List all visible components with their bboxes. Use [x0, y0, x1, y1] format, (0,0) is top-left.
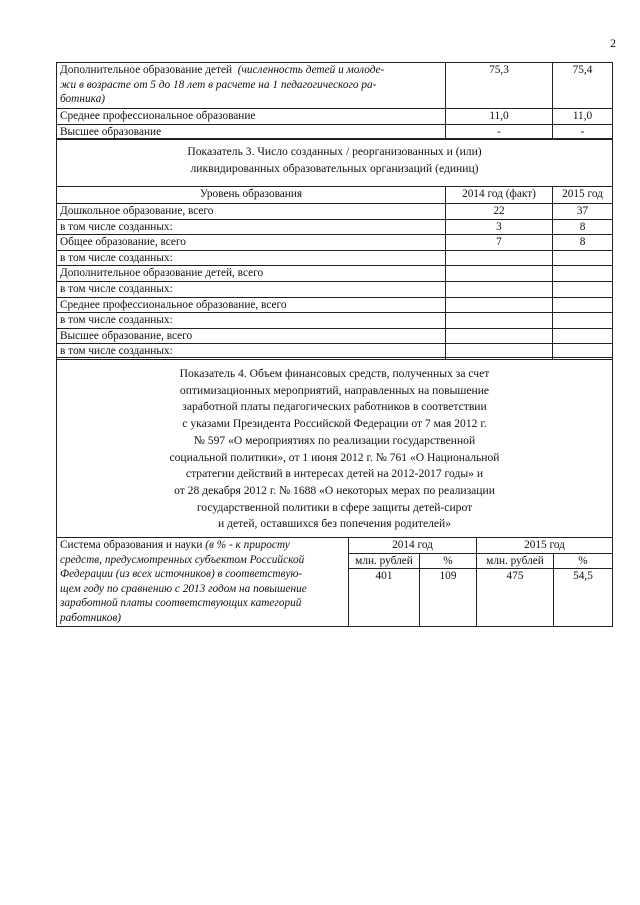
row-label: в том числе созданных:: [57, 313, 446, 329]
value-2015: [553, 281, 613, 297]
value-2015: -: [553, 124, 613, 140]
indicator3-title: [57, 139, 613, 187]
value-2014: [446, 281, 553, 297]
value-2014: -: [446, 124, 553, 140]
indicator4-title-line: социальной политики», от 1 июня 2012 г. № 761 «О Национальной: [169, 450, 500, 464]
indicator4-title-line: стратегии действий в интересах детей на 2012-2017 годы» и: [185, 467, 484, 481]
indicator3-table: [56, 138, 613, 360]
row-label: Дополнительное образование детей: [60, 64, 233, 76]
unit-pct-2014: %: [420, 553, 477, 569]
system-note: Федерации (из всех источников) в соответствую-: [60, 568, 303, 581]
row-note: ботника): [60, 93, 106, 106]
value-2014: 3: [446, 219, 553, 235]
indicator4-title-line: и детей, оставшихся без попечения родителей»: [217, 517, 452, 531]
value-2014: 22: [446, 204, 553, 220]
table-row: [57, 328, 613, 344]
row-label: в том числе созданных:: [57, 219, 446, 235]
column-header-2014: 2014 год (факт): [446, 187, 553, 204]
value-2014: [446, 297, 553, 313]
top-table: [56, 62, 613, 140]
column-header-2015: 2015 год: [553, 187, 613, 204]
indicator3-title-line: ликвидированных образовательных организаций (единиц): [190, 161, 479, 175]
indicator4-table: [56, 357, 613, 627]
indicator4-title-line: № 597 «О мероприятиях по реализации государственной: [193, 433, 476, 447]
value-2015: 37: [553, 204, 613, 220]
indicator4-title-line: государственной политики в сфере защиты детей-сирот: [196, 500, 473, 514]
row-label-cell: [57, 63, 446, 109]
value-2015: [553, 250, 613, 266]
value-2014: [446, 313, 553, 329]
value-2015: [553, 328, 613, 344]
table-row: [57, 313, 613, 329]
system-note: работников): [60, 612, 122, 624]
row-label: Среднее профессиональное образование, всего: [57, 297, 446, 313]
value-mln-2015: 475: [477, 569, 554, 627]
value-pct-2015: 54,5: [554, 569, 613, 627]
system-note: заработной платы соответствующих категорий: [60, 597, 302, 610]
unit-mln-2015: млн. рублей: [477, 553, 554, 569]
system-note: щем году по сравнению с 2013 годом на повышение: [60, 582, 307, 595]
row-label: Высшее образование: [57, 124, 446, 140]
value-2015: 75,4: [553, 63, 613, 109]
unit-mln-2014: млн. рублей: [349, 553, 420, 569]
row-label: в том числе созданных:: [57, 281, 446, 297]
indicator4-title-line: оптимизационных мероприятий, направленных на повышение: [179, 383, 490, 397]
system-note: средств, предусмотренных субъектом Российской: [60, 553, 305, 566]
column-header-2015: 2015 год: [477, 538, 613, 554]
row-note: жи в возрасте от 5 до 18 лет в расчете на 1 педагогического ра-: [60, 78, 377, 91]
value-mln-2014: 401: [349, 569, 420, 627]
value-2014: [446, 250, 553, 266]
value-pct-2014: 109: [420, 569, 477, 627]
column-header-2014: 2014 год: [349, 538, 477, 554]
table-header-row: [57, 187, 613, 204]
value-2015: 11,0: [553, 109, 613, 125]
system-note: (в % - к приросту: [205, 539, 290, 552]
system-label: Система образования и науки: [60, 539, 203, 552]
value-2015: [553, 297, 613, 313]
table-row: [57, 297, 613, 313]
row-label: Общее образование, всего: [57, 235, 446, 251]
value-2014: 75,3: [446, 63, 553, 109]
value-2014: [446, 328, 553, 344]
table-row: [57, 281, 613, 297]
row-label: Высшее образование, всего: [57, 328, 446, 344]
page-number: 2: [610, 36, 616, 50]
table-row: [57, 250, 613, 266]
indicator4-title-line: Показатель 4. Объем финансовых средств, полученных за счет: [179, 367, 490, 380]
row-label: Дошкольное образование, всего: [57, 204, 446, 220]
value-2014: 11,0: [446, 109, 553, 125]
table-row: [57, 204, 613, 220]
row-label: в том числе созданных:: [57, 344, 446, 360]
value-2015: 8: [553, 219, 613, 235]
indicator4-title-line: заработной платы педагогических работников в соответствии: [182, 400, 487, 414]
value-2014: [446, 266, 553, 282]
table-row: [57, 266, 613, 282]
table-row: [57, 235, 613, 251]
value-2015: 8: [553, 235, 613, 251]
unit-pct-2015: %: [554, 553, 613, 569]
row-label: Среднее профессиональное образование: [57, 109, 446, 125]
column-header-level: Уровень образования: [57, 187, 446, 204]
system-label-cell: [57, 538, 349, 627]
indicator4-title-line: с указами Президента Российской Федерации от 7 мая 2012 г.: [182, 417, 487, 431]
indicator4-title: [57, 358, 613, 538]
indicator3-title-line: Показатель 3. Число созданных / реорганизованных и (или): [187, 145, 482, 158]
table-row: [57, 109, 613, 125]
row-label: Дополнительное образование детей, всего: [57, 266, 446, 282]
value-2015: [553, 266, 613, 282]
row-note: (численность детей и молоде-: [237, 64, 385, 76]
indicator4-title-line: от 28 декабря 2012 г. № 1688 «О некоторых мерах по реализации: [174, 483, 495, 497]
value-2014: 7: [446, 235, 553, 251]
table-row: [57, 219, 613, 235]
table-row: [57, 63, 613, 109]
row-label: в том числе созданных:: [57, 250, 446, 266]
value-2015: [553, 313, 613, 329]
